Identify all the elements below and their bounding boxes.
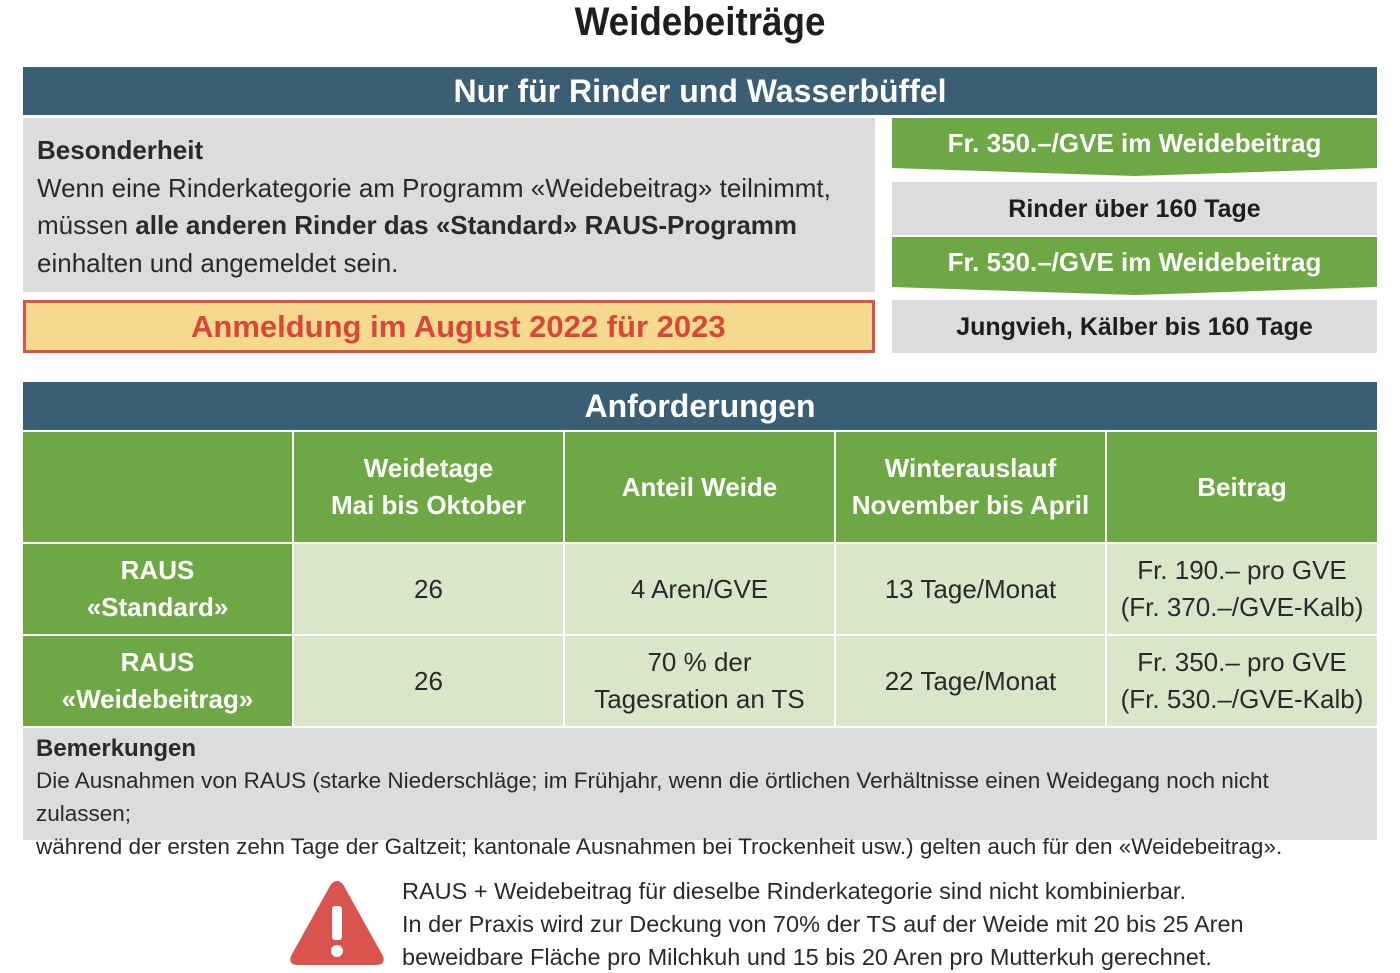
remarks-line-1: Die Ausnahmen von RAUS (starke Niederschläge; im Frühjahr, wenn die örtlichen Verhältnisse einen Weidegang noch nicht zulassen; <box>36 768 1269 826</box>
cell-winter: 13 Tage/Monat <box>836 544 1105 634</box>
signup-banner: Anmeldung im August 2022 für 2023 <box>23 300 875 353</box>
note-heading: Besonderheit <box>37 135 204 165</box>
table-header-row <box>23 432 1377 542</box>
cell-anteil: 4 Aren/GVE <box>565 544 834 634</box>
note-box <box>23 118 875 292</box>
note-line-1: Wenn eine Rinderkategorie am Programm «Weidebeitrag» teilnimmt, <box>37 172 831 203</box>
cell-beitrag: Fr. 190.– pro GVE (Fr. 370.–/GVE-Kalb) <box>1107 544 1377 634</box>
section-band-cattle: Nur für Rinder und Wasserbüffel <box>23 67 1377 115</box>
warning-triangle-icon <box>288 878 386 968</box>
cell-weidetage: 26 <box>294 636 563 726</box>
table-header-anteil: Anteil Weide <box>565 432 834 542</box>
footnote-line-2: In der Praxis wird zur Deckung von 70% der TS auf der Weide mit 20 bis 25 Aren <box>402 911 1244 937</box>
note-line-2-text: müssen <box>37 210 136 240</box>
row-label-weidebeitrag: RAUS «Weidebeitrag» <box>23 636 292 726</box>
remarks-heading: Bemerkungen <box>36 735 197 762</box>
footnote-line-1: RAUS + Weidebeitrag für dieselbe Rinderkategorie sind nicht kombinierbar. <box>402 878 1186 904</box>
price-group-young: Jungvieh, Kälber bis 160 Tage <box>892 300 1377 353</box>
table-header-beitrag: Beitrag <box>1107 432 1377 542</box>
table-header-winter: Winterauslauf November bis April <box>836 432 1105 542</box>
table-row <box>23 544 1377 634</box>
note-line-2-bold: alle anderen Rinder das «Standard» RAUS-Programm <box>135 210 798 240</box>
cell-winter: 22 Tage/Monat <box>836 636 1105 726</box>
price-badge-adult: Fr. 350.–/GVE im Weidebeitrag <box>892 118 1377 168</box>
table-header-empty <box>23 432 292 542</box>
remarks-box <box>23 728 1377 859</box>
price-group-adult: Rinder über 160 Tage <box>892 182 1377 235</box>
price-badge-young: Fr. 530.–/GVE im Weidebeitrag <box>892 237 1377 287</box>
table-row <box>23 636 1377 726</box>
remarks-line-2: während der ersten zehn Tage der Galtzeit; kantonale Ausnahmen bei Trockenheit usw.) gelten auch für den «Weidebeitrag». <box>36 834 1283 859</box>
note-line-2 <box>37 207 861 245</box>
cell-weidetage: 26 <box>294 544 563 634</box>
cell-beitrag: Fr. 350.– pro GVE (Fr. 530.–/GVE-Kalb) <box>1107 636 1377 726</box>
row-label-standard: RAUS «Standard» <box>23 544 292 634</box>
section-band-requirements: Anforderungen <box>23 382 1377 430</box>
cell-anteil: 70 % der Tagesration an TS <box>565 636 834 726</box>
note-line-3: einhalten und angemeldet sein. <box>37 247 399 278</box>
page-title: Weidebeiträge <box>574 0 826 44</box>
table-header-weidetage: Weidetage Mai bis Oktober <box>294 432 563 542</box>
footnote-line-3: beweidbare Fläche pro Milchkuh und 15 bis 20 Aren pro Mutterkuh gerechnet. <box>402 944 1212 970</box>
footnote <box>402 875 1382 973</box>
